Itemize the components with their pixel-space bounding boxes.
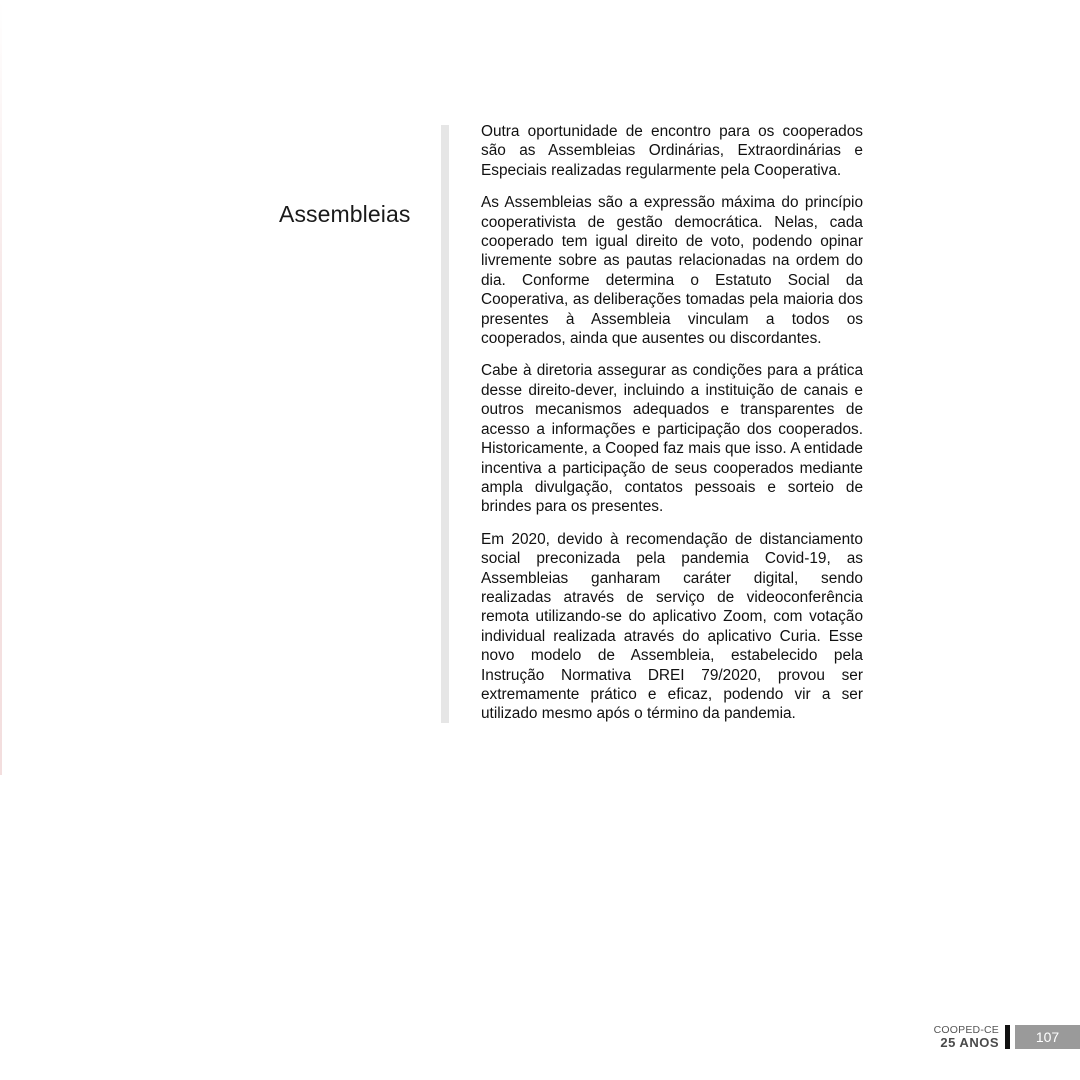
footer-brand [934, 1025, 999, 1050]
brand-name: COOPED-CE [933, 1023, 999, 1036]
page-number: 107 [1015, 1025, 1080, 1049]
page-footer [934, 1025, 1080, 1049]
page-edge-mark [0, 0, 2, 775]
vertical-divider [441, 125, 449, 723]
paragraph-4: Em 2020, devido à recomendação de distanciamento social preconizada pela pandemia Covid-19, as Assembleias ganharam caráter digital, sendo realizadas através de serviço de videoconferência remota utilizando-se do aplicativo Zoom, com votação individual realizada através do aplicativo Curia. Esse novo modelo de Assembleia, estabelecido pela Instrução Normativa DREI 79/2020, provou ser extremamente prático e eficaz, podendo vir a ser utilizado mesmo após o término da pandemia. [481, 530, 863, 723]
paragraph-3: Cabe à diretoria assegurar as condições para a prática desse direito-dever, incluindo a instituição de canais e outros mecanismos adequados e transparentes de acesso a informações e participação dos cooperados. Historicamente, a Cooped faz mais que isso. A entidade incentiva a participação de seus cooperados mediante ampla divulgação, contatos pessoais e sorteio de brindes para os presentes. [481, 362, 863, 516]
section-title: Assembleias [279, 201, 411, 228]
footer-separator-bar [1005, 1025, 1010, 1049]
paragraph-2: As Assembleias são a expressão máxima do princípio cooperativista de gestão democrática. Nelas, cada cooperado tem igual direito de voto, podendo opinar livremente sobre as pautas relacionadas na ordem do dia. Conforme determina o Estatuto Social da Cooperativa, as deliberações tomadas pela maioria dos presentes à Assembleia vinculam a todos os cooperados, ainda que ausentes ou discordantes. [481, 194, 863, 348]
body-text [481, 122, 863, 737]
paragraph-1: Outra oportunidade de encontro para os cooperados são as Assembleias Ordinárias, Extraordinárias e Especiais realizadas regularmente pela Cooperativa. [481, 123, 863, 179]
brand-anniversary: 25 ANOS [940, 1035, 999, 1050]
